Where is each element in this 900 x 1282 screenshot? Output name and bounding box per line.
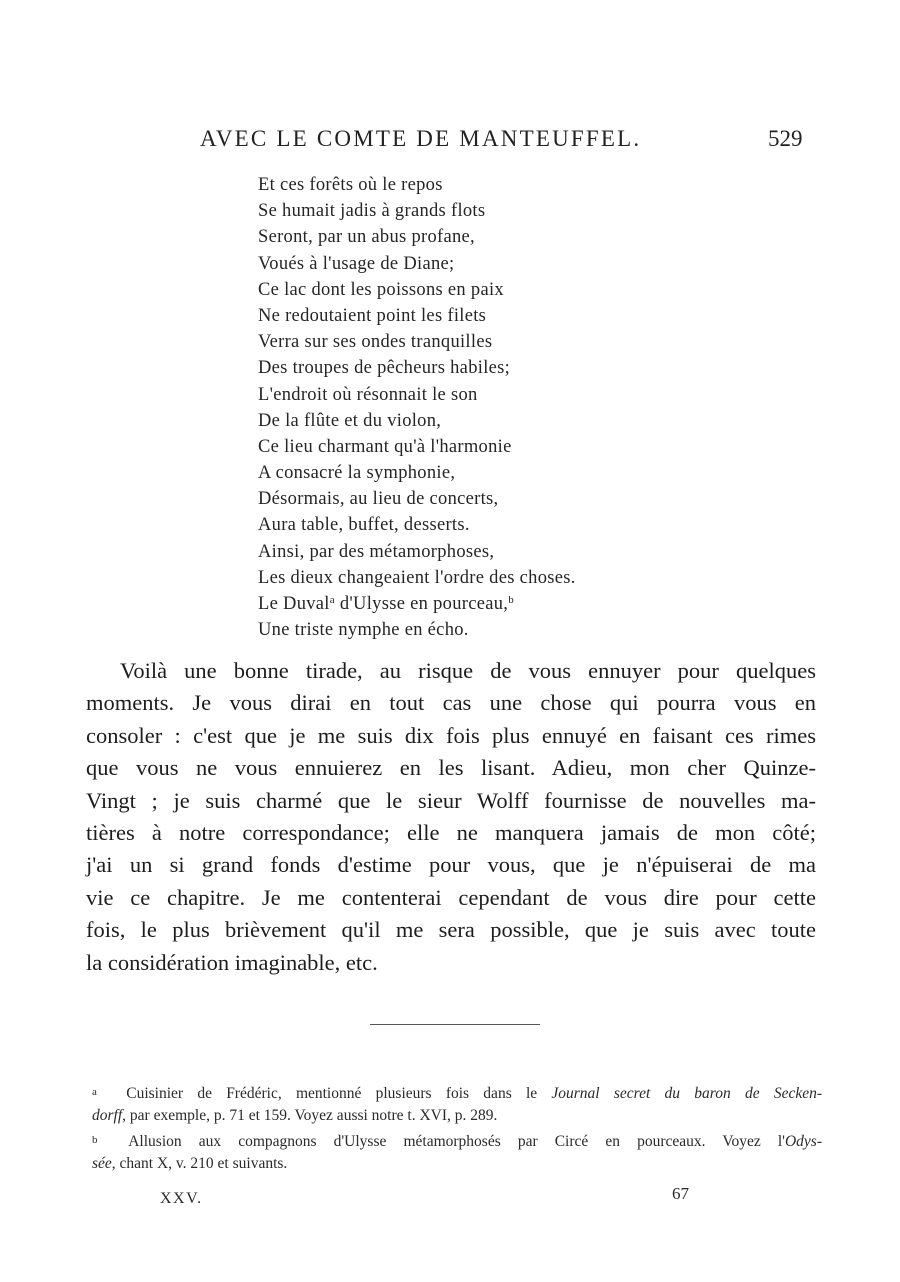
page-number: 529 (768, 126, 803, 151)
verse-12: A consacré la symphonie, (258, 463, 456, 484)
prose-paragraph (86, 655, 816, 979)
footnote-ref-b[interactable]: b (508, 594, 515, 606)
footnote-a-line-1 (92, 1080, 822, 1104)
verse-17-start: Le Duval (258, 594, 330, 614)
prose-line-3: consoler : c'est que je me suis dix fois plus ennuyé en faisant ces rimes (86, 722, 816, 748)
prose-line-10: la considération imaginable, etc. (86, 949, 378, 975)
footnote-a-text: Cuisinier de Frédéric, mentionné plusieurs fois dans le (126, 1085, 552, 1102)
verse-1: Et ces forêts où le repos (258, 175, 443, 195)
verse-6: Ne redoutaient point les filets (258, 305, 487, 326)
footnote-b-line-2 (92, 1152, 822, 1176)
verse-17-end: d'Ulysse en pourceau, (334, 594, 509, 614)
verse-8: Des troupes de pêcheurs habiles; (258, 358, 511, 379)
footnote-b-title-end: sée (92, 1155, 112, 1172)
prose-line-4: que vous ne vous ennuierez en les lisant. Adieu, mon cher Quinze- (86, 755, 816, 781)
verse-11: Ce lieu charmant qu'à l'harmonie (258, 436, 512, 457)
footnote-a-title-end: dorff (92, 1107, 123, 1124)
printer-signature: XXV. (160, 1190, 203, 1207)
poem (258, 172, 678, 643)
verse-17 (258, 591, 678, 617)
verse-16: Les dieux changeaient l'ordre des choses. (258, 567, 576, 588)
footnote-b-title: Odys- (784, 1133, 822, 1150)
footnote-a-text-end: , par exemple, p. 71 et 159. Voyez aussi notre t. XVI, p. 289. (122, 1107, 498, 1124)
verse-7: Verra sur ses ondes tranquilles (258, 332, 493, 353)
verse-18: Une triste nymphe en écho. (258, 620, 469, 641)
footnote-a-title: Journal secret du baron de Secken- (551, 1085, 823, 1102)
footnote-b-line-1 (92, 1128, 822, 1152)
prose-line-9: fois, le plus brièvement qu'il me sera possible, que je suis avec toute (86, 917, 816, 943)
verse-5: Ce lac dont les poissons en paix (258, 279, 504, 300)
footnote-b-text-end: , chant X, v. 210 et suivants. (111, 1155, 288, 1172)
verse-15: Ainsi, par des métamorphoses, (258, 541, 495, 562)
verse-13: Désormais, au lieu de concerts, (258, 489, 499, 510)
prose-line-7: j'ai un si grand fonds d'estime pour vous, que je n'épuiserai de ma (86, 852, 816, 878)
running-title: AVEC LE COMTE DE MANTEUFFEL. (200, 126, 642, 151)
footnote-mark-a: a (92, 1086, 97, 1098)
prose-line-1: Voilà une bonne tirade, au risque de vous ennuyer pour quelques (120, 658, 816, 683)
verse-3: Seront, par un abus profane, (258, 227, 475, 248)
prose-line-6: tières à notre correspondance; elle ne manquera jamais de mon côté; (86, 819, 816, 845)
footnote-ref-a[interactable]: a (329, 594, 335, 606)
verse-2: Se humait jadis à grands flots (258, 201, 486, 222)
footnote-divider (370, 1024, 540, 1025)
footnotes (92, 1080, 822, 1176)
verse-4: Voués à l'usage de Diane; (258, 253, 455, 274)
prose-line-5: Vingt ; je suis charmé que le sieur Wolff fournisse de nouvelles ma- (86, 787, 816, 813)
footnote-mark-b: b (92, 1134, 98, 1146)
verse-10: De la flûte et du violon, (258, 410, 442, 431)
prose-line-8: vie ce chapitre. Je me contenterai cependant de vous dire pour cette (86, 884, 816, 910)
sheet-number: 67 (672, 1184, 689, 1203)
footnote-b-text: Allusion aux compagnons d'Ulysse métamorphosés par Circé en pourceaux. Voyez l' (128, 1133, 785, 1150)
verse-14: Aura table, buffet, desserts. (258, 515, 470, 536)
footnote-a-line-2 (92, 1104, 822, 1128)
verse-9: L'endroit où résonnait le son (258, 384, 478, 405)
prose-line-2: moments. Je vous dirai en tout cas une chose qui pourra vous en (86, 690, 816, 716)
